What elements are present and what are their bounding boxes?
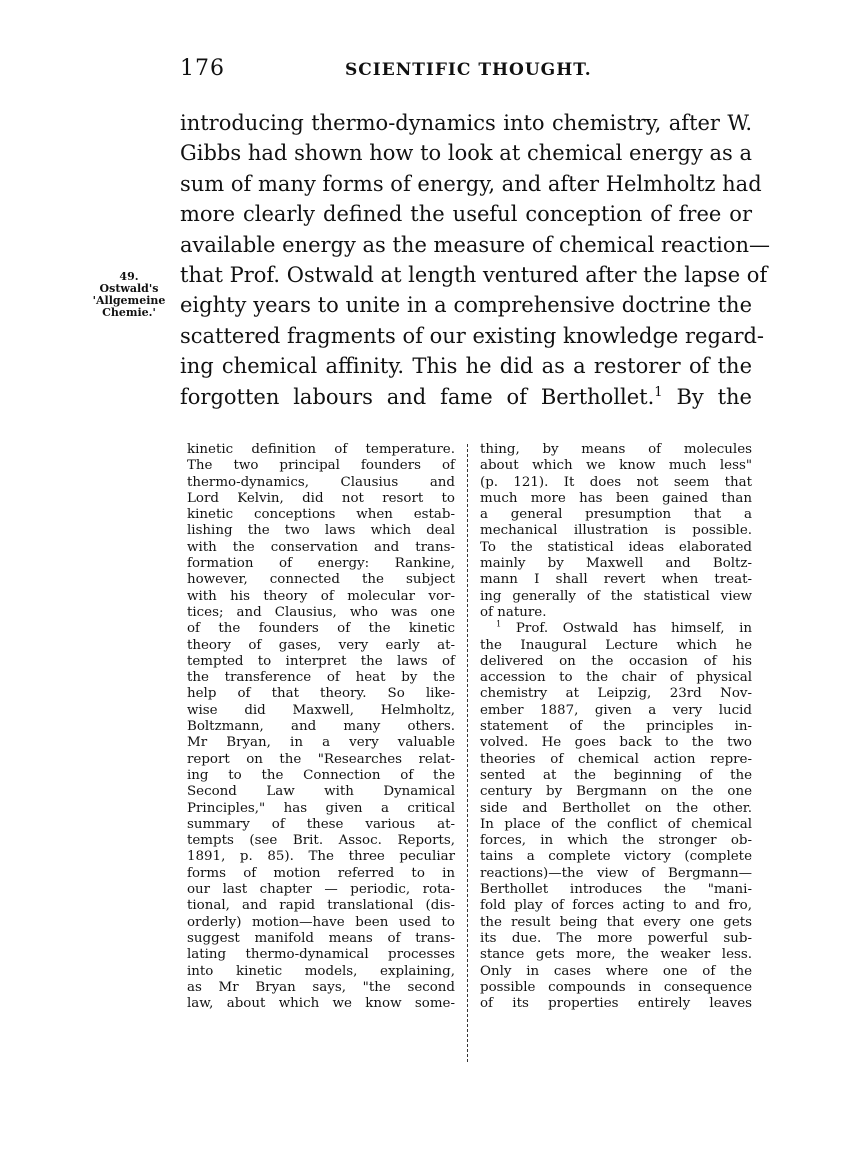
footnote-line: accession to the chair of physical	[480, 670, 752, 686]
footnote-line: help of that theory. So like-	[187, 686, 455, 702]
footnote-line: The two principal founders of	[187, 458, 455, 474]
text-line-last	[180, 382, 752, 412]
margin-note-line: 'Allgemeine	[92, 294, 166, 307]
margin-note	[88, 271, 170, 319]
text-line-end: By the	[676, 384, 752, 409]
footnote-line: its due. The more powerful sub-	[480, 930, 752, 946]
footnote-line: however, connected the subject	[187, 572, 455, 588]
footnote-reference: 1	[654, 384, 663, 400]
footnote-line: statement of the principles in-	[480, 719, 752, 735]
footnote-line: tices; and Clausius, who was one	[187, 604, 455, 620]
footnote-line: Lord Kelvin, did not resort to	[187, 490, 455, 506]
text-line: sum of many forms of energy, and after Helmholtz had	[180, 171, 762, 196]
footnote-line: suggest manifold means of trans-	[187, 930, 455, 946]
footnote-line: theory of gases, very early at-	[187, 637, 455, 653]
footnote-line: the result being that every one gets	[480, 914, 752, 930]
footnote-line: of its properties entirely leaves	[480, 996, 752, 1012]
footnote-line: Berthollet introduces the "mani-	[480, 882, 752, 898]
footnote-line: the Inaugural Lecture which he	[480, 637, 752, 653]
footnote-line-text: Prof. Ostwald has himself, in	[515, 621, 752, 637]
footnote-line: tempts (see Brit. Assoc. Reports,	[187, 833, 455, 849]
footnote-line: with the conservation and trans-	[187, 539, 455, 555]
page-header	[0, 56, 850, 86]
text-line: that Prof. Ostwald at length ventured after the lapse of	[180, 263, 768, 288]
footnote-line: Second Law with Dynamical	[187, 784, 455, 800]
footnote-line: thermo-dynamics, Clausius and	[187, 474, 455, 490]
margin-note-number: 49.	[119, 270, 139, 283]
footnote-line	[480, 618, 752, 637]
footnote-line: of nature.	[480, 604, 547, 620]
footnote-line: tional, and rapid translational (dis-	[187, 898, 455, 914]
footnote-line: stance gets more, the weaker less.	[480, 947, 752, 963]
text-line: Gibbs had shown how to look at chemical energy as a	[180, 141, 752, 166]
column-divider	[467, 444, 469, 1062]
footnote-line: chemistry at Leipzig, 23rd Nov-	[480, 686, 752, 702]
footnote-line: volved. He goes back to the two	[480, 735, 752, 751]
running-title: SCIENTIFIC THOUGHT.	[345, 60, 592, 80]
footnote-line: forces, in which the stronger ob-	[480, 833, 752, 849]
footnote-column-right	[480, 442, 752, 1012]
margin-note-line: Ostwald's	[99, 282, 159, 295]
footnote-1	[480, 618, 752, 1012]
text-line: introducing thermo-dynamics into chemistry, after W.	[180, 111, 752, 135]
footnote-line: sented at the beginning of the	[480, 767, 752, 783]
footnote-line: ember 1887, given a very lucid	[480, 702, 752, 718]
footnote-marker: 1	[496, 618, 502, 629]
footnote-line: mainly by Maxwell and Boltz-	[480, 556, 752, 572]
text-line: more clearly defined the useful conception of free or	[180, 202, 752, 227]
margin-note-line: Chemie.'	[102, 306, 156, 319]
text-line: eighty years to unite in a comprehensive doctrine the	[180, 293, 752, 318]
footnote-line: Only in cases where one of the	[480, 963, 752, 979]
footnote-line: much more has been gained than	[480, 490, 752, 506]
text-line-start: forgotten labours and fame of Berthollet.	[180, 384, 655, 409]
footnote-line: In place of the conflict of chemical	[480, 816, 752, 832]
text-line: available energy as the measure of chemical reaction—	[180, 232, 771, 257]
footnote-line: wise did Maxwell, Helmholtz,	[187, 702, 455, 718]
footnote-line: with his theory of molecular vor-	[187, 588, 455, 604]
footnote-line: Boltzmann, and many others.	[187, 719, 455, 735]
footnote-line: formation of energy: Rankine,	[187, 556, 455, 572]
footnote-line: into kinetic models, explaining,	[187, 963, 455, 979]
footnote-line: of the founders of the kinetic	[187, 621, 455, 637]
footnote-line: mechanical illustration is possible.	[480, 523, 752, 539]
footnote-line: kinetic definition of temperature.	[187, 442, 455, 457]
footnote-line: our last chapter — periodic, rota-	[187, 882, 455, 898]
footnote-line: tempted to interpret the laws of	[187, 653, 455, 669]
footnote-line: kinetic conceptions when estab-	[187, 507, 455, 523]
footnote-line: Principles," has given a critical	[187, 800, 455, 816]
footnote-line: ing to the Connection of the	[187, 767, 455, 783]
footnote-line: (p. 121). It does not seem that	[480, 474, 752, 490]
footnote-line: law, about which we know some-	[187, 996, 455, 1012]
footnote-line: report on the "Researches relat-	[187, 751, 455, 767]
footnote-continued	[480, 442, 752, 621]
text-line: ing chemical affinity. This he did as a restorer of the	[180, 354, 752, 379]
footnote-line: thing, by means of molecules	[480, 442, 752, 457]
footnote-line: forms of motion referred to in	[187, 865, 455, 881]
text-line: scattered fragments of our existing knowledge regard-	[180, 323, 765, 348]
footnote-line: Mr Bryan, in a very valuable	[187, 735, 455, 751]
footnote-line: fold play of forces acting to and fro,	[480, 898, 752, 914]
footnote-line: a general presumption that a	[480, 507, 752, 523]
footnote-line: century by Bergmann on the one	[480, 784, 752, 800]
footnote-line: lating thermo-dynamical processes	[187, 947, 455, 963]
footnote-line: 1891, p. 85). The three peculiar	[187, 849, 455, 865]
footnote-column-left	[187, 442, 455, 1012]
footnote-line: mann I shall revert when treat-	[480, 572, 752, 588]
footnote-line: theories of chemical action repre-	[480, 751, 752, 767]
footnote-line: the transference of heat by the	[187, 670, 455, 686]
footnote-line: side and Berthollet on the other.	[480, 800, 752, 816]
footnote-line: ing generally of the statistical view	[480, 588, 752, 604]
footnote-line: about which we know much less"	[480, 458, 752, 474]
page-number: 176	[180, 56, 225, 81]
footnote-line: To the statistical ideas elaborated	[480, 539, 752, 555]
footnote-line: delivered on the occasion of his	[480, 653, 752, 669]
footnote-line: lishing the two laws which deal	[187, 523, 455, 539]
footnote-line: possible compounds in consequence	[480, 979, 752, 995]
footnote-line: orderly) motion—have been used to	[187, 914, 455, 930]
footnote-line: reactions)—the view of Bergmann—	[480, 865, 752, 881]
footnote-line: as Mr Bryan says, "the second	[187, 979, 455, 995]
footnote-line: tains a complete victory (complete	[480, 849, 752, 865]
footnote-line: summary of these various at-	[187, 816, 455, 832]
body-paragraph	[180, 108, 771, 412]
